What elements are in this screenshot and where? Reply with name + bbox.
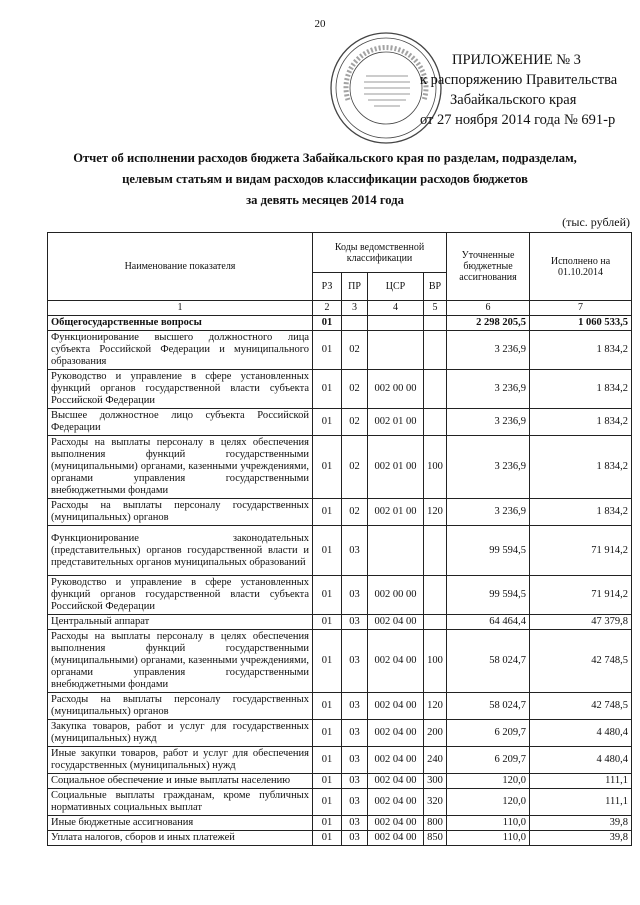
row-name-cell: Расходы на выплаты персоналу в целях обеспечения выполнения функций государственными (муниципальными) органами, казенными учреждениями, органами управления государственными внебюджетными фондами (48, 436, 313, 499)
row-rz-cell: 01 (313, 789, 342, 816)
row-rz-cell: 01 (313, 630, 342, 693)
table-row (48, 831, 632, 846)
col-number: 4 (368, 301, 424, 316)
row-executed-cell: 1 834,2 (530, 409, 632, 436)
row-vr-cell (424, 576, 447, 615)
row-vr-cell (424, 331, 447, 370)
row-executed-cell: 111,1 (530, 789, 632, 816)
table-row (48, 316, 632, 331)
row-rz-cell: 01 (313, 436, 342, 499)
row-name-cell: Функционирование высшего должностного лица субъекта Российской Федерации и муниципального образования (48, 331, 313, 370)
row-pr-cell: 02 (342, 436, 368, 499)
row-planned-cell: 64 464,4 (447, 615, 530, 630)
row-name-cell: Расходы на выплаты персоналу в целях обеспечения выполнения функций государственными (муниципальными) органами, казенными учреждениями, органами управления государственными внебюджетными фондами (48, 630, 313, 693)
row-pr-cell: 03 (342, 789, 368, 816)
row-vr-cell (424, 370, 447, 409)
row-planned-cell: 120,0 (447, 789, 530, 816)
row-csr-cell (368, 526, 424, 576)
header-vr: ВР (424, 273, 447, 301)
row-csr-cell: 002 01 00 (368, 499, 424, 526)
table-row (48, 720, 632, 747)
row-pr-cell: 03 (342, 774, 368, 789)
row-vr-cell: 320 (424, 789, 447, 816)
row-rz-cell: 01 (313, 774, 342, 789)
row-executed-cell: 4 480,4 (530, 747, 632, 774)
header-planned: Уточненные бюджетные ассигнования (447, 233, 530, 301)
row-executed-cell: 1 060 533,5 (530, 316, 632, 331)
row-csr-cell: 002 00 00 (368, 370, 424, 409)
row-csr-cell (368, 316, 424, 331)
table-row (48, 774, 632, 789)
row-executed-cell: 71 914,2 (530, 576, 632, 615)
row-vr-cell: 300 (424, 774, 447, 789)
row-csr-cell: 002 04 00 (368, 789, 424, 816)
row-name-cell: Иные закупки товаров, работ и услуг для обеспечения государственных (муниципальных) нужд (48, 747, 313, 774)
row-planned-cell: 6 209,7 (447, 747, 530, 774)
row-csr-cell: 002 04 00 (368, 774, 424, 789)
row-csr-cell: 002 01 00 (368, 409, 424, 436)
appendix-line-2: Забайкальского края (450, 92, 577, 108)
table-row (48, 630, 632, 693)
row-rz-cell: 01 (313, 331, 342, 370)
table-row (48, 615, 632, 630)
row-rz-cell: 01 (313, 747, 342, 774)
row-planned-cell: 3 236,9 (447, 499, 530, 526)
row-csr-cell: 002 04 00 (368, 693, 424, 720)
row-executed-cell: 47 379,8 (530, 615, 632, 630)
row-rz-cell: 01 (313, 499, 342, 526)
row-pr-cell: 02 (342, 331, 368, 370)
row-rz-cell: 01 (313, 720, 342, 747)
row-pr-cell: 02 (342, 499, 368, 526)
row-executed-cell: 39,8 (530, 831, 632, 846)
row-pr-cell: 03 (342, 526, 368, 576)
table-row (48, 693, 632, 720)
table-row (48, 409, 632, 436)
row-vr-cell: 100 (424, 630, 447, 693)
table-row (48, 789, 632, 816)
row-planned-cell: 6 209,7 (447, 720, 530, 747)
row-csr-cell: 002 04 00 (368, 816, 424, 831)
col-number: 6 (447, 301, 530, 316)
col-number: 3 (342, 301, 368, 316)
row-name-cell: Закупка товаров, работ и услуг для государственных (муниципальных) нужд (48, 720, 313, 747)
row-name-cell: Социальные выплаты гражданам, кроме публичных нормативных социальных выплат (48, 789, 313, 816)
row-vr-cell: 100 (424, 436, 447, 499)
page-number: 20 (314, 18, 326, 30)
row-planned-cell: 2 298 205,5 (447, 316, 530, 331)
col-number: 7 (530, 301, 632, 316)
row-executed-cell: 4 480,4 (530, 720, 632, 747)
row-csr-cell: 002 04 00 (368, 630, 424, 693)
col-number: 1 (48, 301, 313, 316)
header-csr: ЦСР (368, 273, 424, 301)
appendix-title: ПРИЛОЖЕНИЕ № 3 (452, 52, 581, 68)
row-planned-cell: 58 024,7 (447, 630, 530, 693)
row-csr-cell: 002 00 00 (368, 576, 424, 615)
header-name: Наименование показателя (48, 233, 313, 301)
units-label: (тыс. рублей) (562, 215, 630, 229)
row-pr-cell: 02 (342, 370, 368, 409)
row-vr-cell (424, 526, 447, 576)
row-pr-cell (342, 316, 368, 331)
row-executed-cell: 1 834,2 (530, 370, 632, 409)
row-name-cell: Центральный аппарат (48, 615, 313, 630)
row-rz-cell: 01 (313, 816, 342, 831)
row-pr-cell: 03 (342, 831, 368, 846)
row-vr-cell: 800 (424, 816, 447, 831)
row-planned-cell: 58 024,7 (447, 693, 530, 720)
appendix-line-1: к распоряжению Правительства (420, 72, 618, 88)
expenditure-table (47, 232, 632, 846)
row-executed-cell: 1 834,2 (530, 499, 632, 526)
row-rz-cell: 01 (313, 409, 342, 436)
row-executed-cell: 39,8 (530, 816, 632, 831)
header-rz: РЗ (313, 273, 342, 301)
row-csr-cell: 002 04 00 (368, 615, 424, 630)
row-rz-cell: 01 (313, 526, 342, 576)
row-name-cell: Руководство и управление в сфере установленных функций органов государственной власти субъекта Российской Федерации (48, 576, 313, 615)
table-row (48, 499, 632, 526)
row-pr-cell: 03 (342, 720, 368, 747)
row-name-cell: Функционирование законодательных (представительных) органов государственной власти и представительных органов муниципальных образований (48, 526, 313, 576)
table-row (48, 747, 632, 774)
row-vr-cell: 240 (424, 747, 447, 774)
row-name-cell: Общегосударственные вопросы (48, 316, 313, 331)
row-csr-cell (368, 331, 424, 370)
row-executed-cell: 1 834,2 (530, 331, 632, 370)
row-executed-cell: 111,1 (530, 774, 632, 789)
row-planned-cell: 120,0 (447, 774, 530, 789)
table-row (48, 816, 632, 831)
row-rz-cell: 01 (313, 316, 342, 331)
row-pr-cell: 03 (342, 630, 368, 693)
row-rz-cell: 01 (313, 615, 342, 630)
row-pr-cell: 03 (342, 816, 368, 831)
row-vr-cell: 850 (424, 831, 447, 846)
row-csr-cell: 002 04 00 (368, 720, 424, 747)
table-row (48, 436, 632, 499)
row-name-cell: Руководство и управление в сфере установленных функций органов государственной власти субъекта Российской Федерации (48, 370, 313, 409)
row-planned-cell: 99 594,5 (447, 576, 530, 615)
table-row (48, 526, 632, 576)
header-codes: Коды ведомственной классификации (313, 233, 447, 273)
row-planned-cell: 110,0 (447, 816, 530, 831)
row-vr-cell: 120 (424, 499, 447, 526)
row-csr-cell: 002 01 00 (368, 436, 424, 499)
row-vr-cell: 120 (424, 693, 447, 720)
row-planned-cell: 3 236,9 (447, 409, 530, 436)
row-executed-cell: 1 834,2 (530, 436, 632, 499)
row-executed-cell: 42 748,5 (530, 693, 632, 720)
header-pr: ПР (342, 273, 368, 301)
row-name-cell: Расходы на выплаты персоналу государственных (муниципальных) органов (48, 693, 313, 720)
row-pr-cell: 03 (342, 693, 368, 720)
row-name-cell: Высшее должностное лицо субъекта Российской Федерации (48, 409, 313, 436)
row-csr-cell: 002 04 00 (368, 831, 424, 846)
row-vr-cell (424, 409, 447, 436)
row-name-cell: Расходы на выплаты персоналу государственных (муниципальных) органов (48, 499, 313, 526)
row-pr-cell: 03 (342, 747, 368, 774)
appendix-line-3: от 27 ноября 2014 года № 691-р (420, 112, 616, 128)
row-executed-cell: 71 914,2 (530, 526, 632, 576)
col-number: 2 (313, 301, 342, 316)
row-planned-cell: 3 236,9 (447, 436, 530, 499)
row-name-cell: Иные бюджетные ассигнования (48, 816, 313, 831)
report-title-line-3: за девять месяцев 2014 года (246, 193, 404, 207)
row-planned-cell: 110,0 (447, 831, 530, 846)
report-title (30, 148, 620, 211)
report-title-line-1: Отчет об исполнении расходов бюджета Забайкальского края по разделам, подразделам, (73, 151, 577, 165)
table-body (48, 316, 632, 846)
row-rz-cell: 01 (313, 576, 342, 615)
header-executed: Исполнено на 01.10.2014 (530, 233, 632, 301)
row-vr-cell (424, 316, 447, 331)
row-pr-cell: 03 (342, 615, 368, 630)
row-pr-cell: 02 (342, 409, 368, 436)
table-row (48, 576, 632, 615)
appendix-block (420, 50, 625, 130)
report-title-line-2: целевым статьям и видам расходов классификации расходов бюджетов (122, 172, 528, 186)
table-row (48, 370, 632, 409)
row-planned-cell: 3 236,9 (447, 370, 530, 409)
row-executed-cell: 42 748,5 (530, 630, 632, 693)
row-rz-cell: 01 (313, 831, 342, 846)
row-name-cell: Уплата налогов, сборов и иных платежей (48, 831, 313, 846)
row-vr-cell: 200 (424, 720, 447, 747)
row-rz-cell: 01 (313, 370, 342, 409)
col-number: 5 (424, 301, 447, 316)
row-planned-cell: 3 236,9 (447, 331, 530, 370)
row-planned-cell: 99 594,5 (447, 526, 530, 576)
row-rz-cell: 01 (313, 693, 342, 720)
row-vr-cell (424, 615, 447, 630)
row-pr-cell: 03 (342, 576, 368, 615)
row-csr-cell: 002 04 00 (368, 747, 424, 774)
table-row (48, 331, 632, 370)
row-name-cell: Социальное обеспечение и иные выплаты населению (48, 774, 313, 789)
